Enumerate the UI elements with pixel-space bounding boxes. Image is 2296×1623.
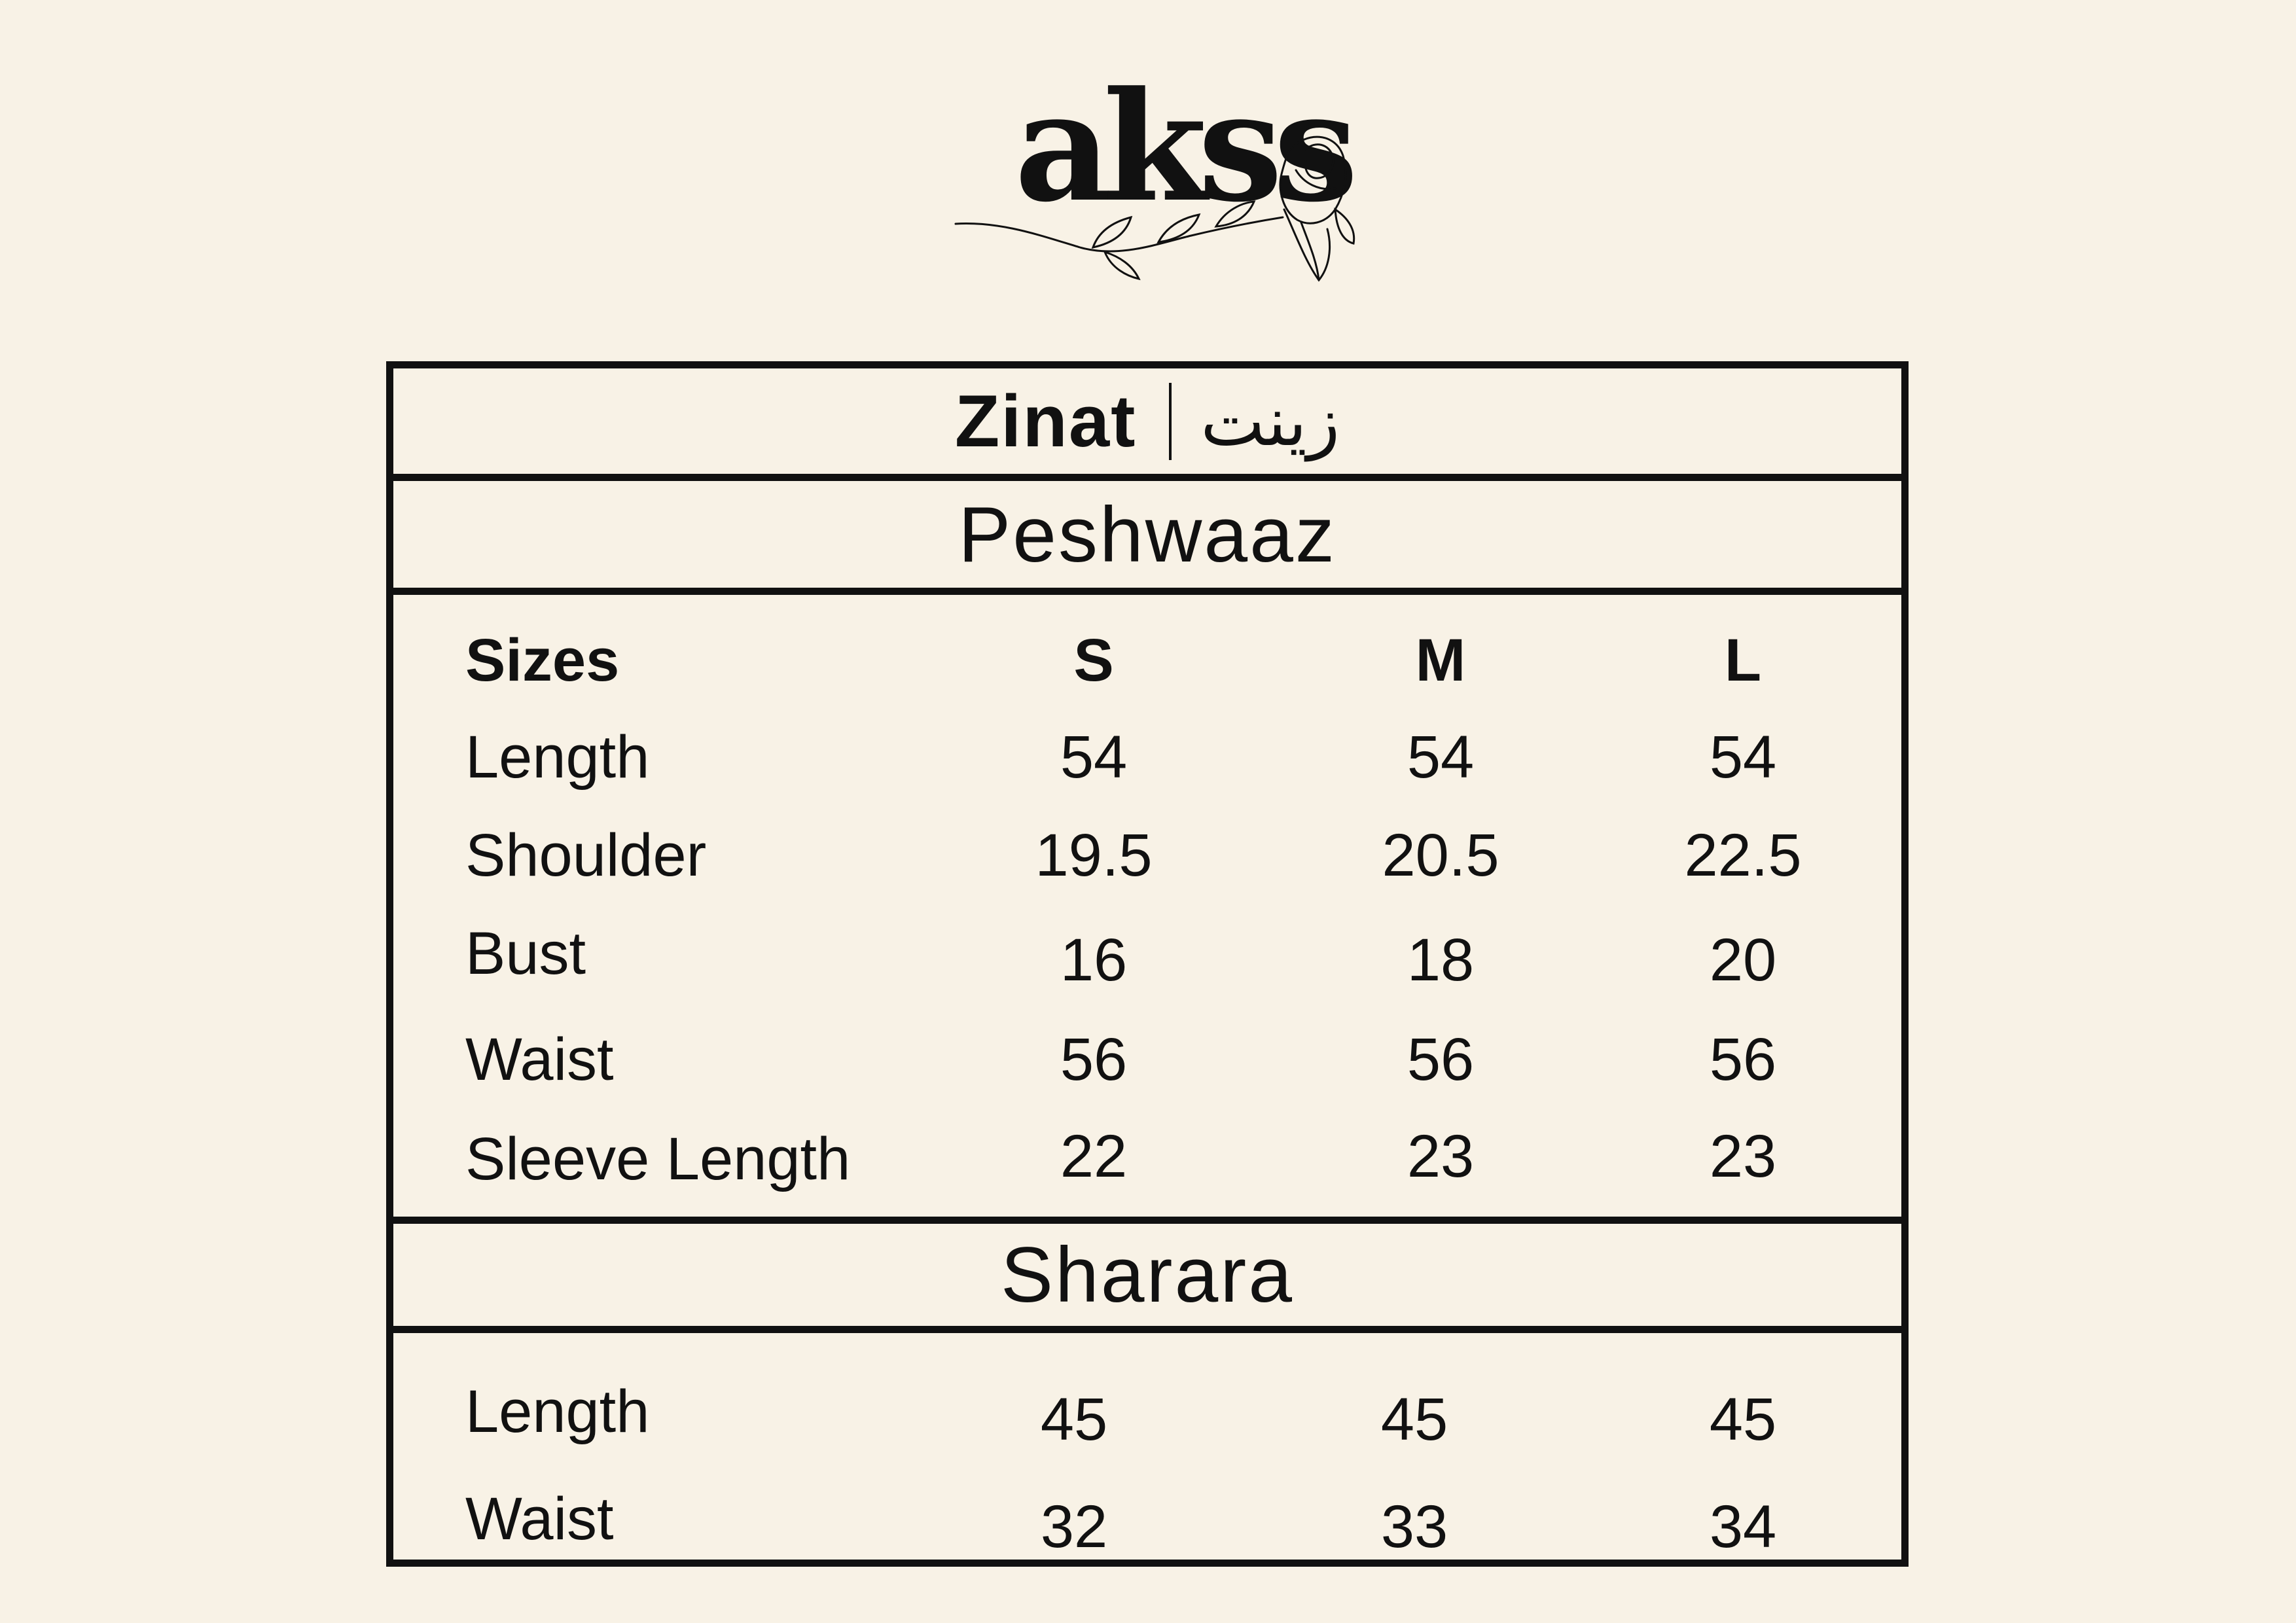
sharara-title: Sharara: [1001, 1231, 1294, 1319]
row-value-s: 19.5: [1035, 822, 1153, 889]
row-value-m: 45: [1380, 1386, 1448, 1453]
row-value-l: 22.5: [1684, 822, 1802, 889]
row-value-s: 45: [1040, 1386, 1108, 1453]
title-divider: [1169, 383, 1172, 460]
row-value-s: 22: [1060, 1123, 1128, 1190]
product-name: Zinat: [954, 380, 1137, 462]
row-value-m: 18: [1407, 927, 1475, 993]
row-label: Bust: [465, 920, 586, 987]
row-label: Length: [465, 724, 650, 791]
row-value-m: 54: [1407, 724, 1475, 791]
row-value-s: 54: [1060, 724, 1128, 791]
row-value-l: 45: [1709, 1386, 1777, 1453]
row-value-m: 20.5: [1382, 822, 1499, 889]
row-value-m: 33: [1380, 1493, 1448, 1560]
brand-logo: [942, 59, 1361, 321]
row-label: Length: [465, 1378, 650, 1445]
row-value-l: 23: [1709, 1123, 1777, 1190]
sizes-header: Sizes: [465, 627, 620, 694]
row-value-l: 56: [1709, 1026, 1777, 1093]
row-value-l: 34: [1709, 1493, 1777, 1560]
row-value-l: 20: [1709, 927, 1777, 993]
row-value-s: 56: [1060, 1026, 1128, 1093]
row-value-l: 54: [1709, 724, 1777, 791]
peshwaaz-section-header: [393, 481, 1901, 595]
peshwaaz-title: Peshwaaz: [958, 490, 1336, 579]
size-header-s: S: [1073, 627, 1114, 694]
size-header-l: L: [1724, 627, 1762, 694]
row-label: Waist: [465, 1486, 614, 1552]
sharara-section-header: [393, 1217, 1901, 1333]
row-value-m: 56: [1407, 1026, 1475, 1093]
rose-vine-icon: [942, 59, 1361, 321]
product-name-urdu: زینت: [1200, 381, 1340, 461]
row-label: Sleeve Length: [465, 1126, 851, 1192]
logo-wordmark: akss: [1014, 59, 1350, 236]
size-header-m: M: [1415, 627, 1466, 694]
row-label: Shoulder: [465, 822, 707, 889]
size-chart-table: [386, 361, 1909, 1567]
product-title-band: [393, 368, 1901, 481]
row-value-s: 16: [1060, 927, 1128, 993]
row-label: Waist: [465, 1026, 614, 1093]
row-value-m: 23: [1407, 1123, 1475, 1190]
row-value-s: 32: [1040, 1493, 1108, 1560]
